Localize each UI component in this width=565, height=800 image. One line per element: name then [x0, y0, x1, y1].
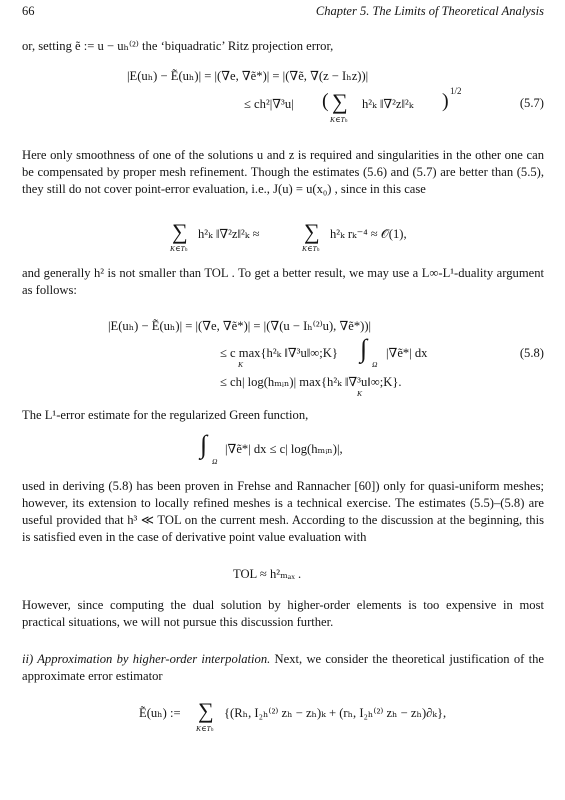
left-paren: (	[322, 90, 329, 112]
page-number: 66	[22, 4, 35, 18]
max-subscript: K	[357, 389, 363, 398]
equation-estimator-left: Ẽ(uₕ) :=	[139, 706, 181, 720]
sum-symbol: ∑	[172, 219, 188, 244]
equation-estimator-right: {(Rₕ, I₂ₕ⁽²⁾ zₕ − zₕ)ₖ + (rₕ, I₂ₕ⁽²⁾ zₕ − zₕ)∂ₖ},	[224, 706, 447, 720]
sum-subscript: K∈Tₕ	[330, 115, 348, 124]
sum-symbol: ∑	[198, 698, 214, 723]
equation-5-7-line-1: |E(uₕ) − Ẽ(uₕ)| = |(∇e, ∇ẽ*)| = |(∇ẽ, ∇(z − Iₕz))|	[127, 69, 369, 83]
paragraph-3: and generally h² is not smaller than TOL . To get a better result, we may use a L∞-L¹-duality argument as follows:	[22, 266, 544, 297]
equation-5-8-line-2-integrand: |∇ẽ*| dx	[386, 346, 428, 360]
sum-symbol: ∑	[332, 89, 348, 114]
paragraph-4: The L¹-error estimate for the regularized Green function,	[22, 408, 309, 422]
integral-subscript: Ω	[212, 457, 218, 466]
equation-middle-right: h²ₖ rₖ⁻⁴ ≈ 𝒪(1),	[330, 227, 407, 241]
equation-middle-left: h²ₖ ‖∇²z‖²ₖ ≈	[198, 227, 260, 241]
right-paren: )	[442, 90, 449, 112]
equation-5-8-line-1: |E(uₕ) − Ẽ(uₕ)| = |(∇e, ∇ẽ*)| = |(∇(u − Iₕ⁽²⁾u), ∇ẽ*))|	[108, 319, 372, 333]
paragraph-5: used in deriving (5.8) has been proven in Frehse and Rannacher [60]) only for quasi-uniform meshes; however, its extension to locally refined meshes is a technical exercise. The estimates (5.5)–(5.8) are useful provided that h³ ≪ TOL on the current mesh. According to the discussion at the beginning, this is satisfied even in the case of derivative point value evaluation with	[22, 479, 544, 544]
equation-number-5-8: (5.8)	[519, 346, 544, 360]
equation-5-7-line-2-right: h²ₖ ‖∇²z‖²ₖ	[362, 97, 414, 111]
max-subscript: K	[238, 360, 244, 369]
integral-subscript: Ω	[372, 360, 378, 369]
exponent: 1/2	[450, 86, 462, 96]
equation-number-5-7: (5.7)	[519, 96, 544, 110]
chapter-title: Chapter 5. The Limits of Theoretical Analysis	[315, 4, 544, 18]
integral-symbol: ∫	[360, 334, 368, 363]
running-header	[22, 4, 544, 22]
sum-subscript: K∈Tₕ	[302, 244, 320, 253]
paragraph-6: However, since computing the dual solution by higher-order elements is too expensive in most practical situations, we will not pursue this discussion further.	[22, 598, 544, 629]
integral-symbol: ∫	[200, 430, 208, 459]
equation-5-8-line-2: ≤ c max{h²ₖ ‖∇³u‖∞;K}	[220, 346, 338, 360]
sum-subscript: K∈Tₕ	[196, 724, 214, 733]
subsection-heading: ii) Approximation by higher-order interpolation.	[22, 652, 271, 666]
paragraph-7	[22, 651, 544, 685]
equation-5-8-line-3: ≤ ch| log(hₘᵢₙ)| max{h²ₖ ‖∇³u‖∞;K}.	[220, 375, 402, 389]
equation-green-function: |∇ẽ*| dx ≤ c| log(hₘᵢₙ)|,	[225, 442, 343, 456]
sum-subscript: K∈Tₕ	[170, 244, 188, 253]
equation-5-7-line-2-left: ≤ ch²|∇³u|	[244, 97, 294, 111]
sum-symbol: ∑	[304, 219, 320, 244]
paragraph-1: or, setting ẽ := u − uₕ⁽²⁾ the ‘biquadratic’ Ritz projection error,	[22, 39, 334, 53]
paragraph-7-text: Next, we consider the theoretical justification of the approximate error estimator	[22, 652, 544, 683]
paragraph-2: Here only smoothness of one of the solutions u and z is required and singularities in the other one can be compensated by proper mesh refinement. Though the estimates (5.6) and (5.7) are better than (5.5), they still do not cover point-error evaluation, i.e., J(u) = u(x₀) , since in this case	[22, 148, 544, 196]
equation-tol: TOL ≈ h²ₘₐₓ .	[233, 567, 302, 581]
